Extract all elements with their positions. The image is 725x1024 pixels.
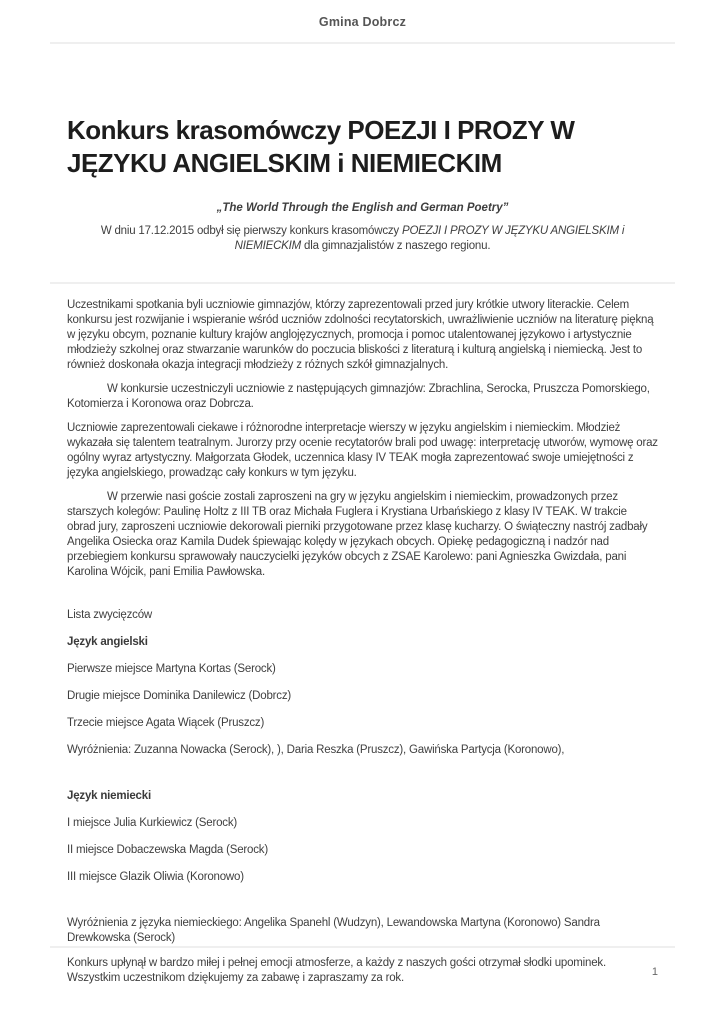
site-title: Gmina Dobrcz — [318, 15, 407, 29]
article-body — [67, 298, 658, 986]
body-paragraph-3: Uczniowie zaprezentowali ciekawe i różnorodne interpretacje wierszy w języku angielskim i niemieckim. Młodzież wykazała się talentem teatralnym. Jurorzy przy ocenie recytatorów brali pod uwagę: interpretację utworów, wymowę oraz ogólny wyraz artystyczny. Małgorzata Głodek, uczennica klasy IV TEAK mogła zaprezentować swoje umiejętności z języka angielskiego, prowadząc cały konkurs w tym języku. — [67, 422, 658, 479]
winners-list-title: Lista zwycięzców — [67, 609, 152, 621]
winner-item-german-3: III miejsce Glazik Oliwia (Koronowo) — [67, 871, 244, 883]
intro-text-italic: POEZJI I PROZY W JĘZYKU ANGIELSKIM i NIEMIECKIM — [234, 225, 625, 252]
winner-mentions-english: Wyróżnienia: Zuzanna Nowacka (Serock), ), Daria Reszka (Pruszcz), Gawińska Partycja (Koronowo), — [67, 744, 565, 756]
winner-item-german-1: I miejsce Julia Kurkiewicz (Serock) — [67, 817, 238, 829]
winner-item-english-1: Pierwsze miejsce Martyna Kortas (Serock) — [67, 663, 276, 675]
body-paragraph-4: W przerwie nasi goście zostali zaproszeni na gry w języku angielskim i niemieckim, prowadzonych przez starszych kolegów: Paulinę Holtz z III TB oraz Michała Fuglera i Krystiana Urbańskiego z klasy IV TEAK. W trakcie obrad jury, zaproszeni uczniowie dekorowali pierniki przygotowane przez klasę kucharzy. O świąteczny nastrój zadbały Angelika Osiecka oraz Kamila Dudek śpiewając kolędy w językach obcych. Opiekę pedagogiczną i nadzór nad przebiegiem konkursu sprawowały nauczycielki języków obcych z ZSAE Karolewo: pani Agnieszka Gwizdała, pani Karolina Wójcik, pani Emilia Pawłowska. — [67, 491, 648, 578]
closing-paragraph: Konkurs upłynął w bardzo miłej i pełnej emocji atmosferze, a każdy z naszych gości otrzymał słodki upominek. Wszystkim uczestnikom dziękujemy za zabawę i zapraszamy za rok. — [67, 957, 606, 984]
page-number: 1 — [651, 966, 658, 978]
winner-item-german-2: II miejsce Dobaczewska Magda (Serock) — [67, 844, 268, 856]
content-divider — [50, 282, 675, 284]
winner-item-english-2: Drugie miejsce Dominika Danilewicz (Dobrcz) — [67, 690, 292, 702]
article-subtitle: „The World Through the English and German Poetry” — [216, 202, 509, 214]
winner-item-english-3: Trzecie miejsce Agata Wiącek (Pruszcz) — [67, 717, 265, 729]
body-paragraph-2: W konkursie uczestniczyli uczniowie z następujących gimnazjów: Zbrachlina, Serocka, Pruszcza Pomorskiego, Kotomierza i Koronowa oraz Dobrcza. — [67, 383, 650, 410]
section-heading-german: Język niemiecki — [67, 790, 151, 802]
article-title: Konkurs krasomówczy POEZJI I PROZY W JĘZYKU ANGIELSKIM i NIEMIECKIM — [67, 115, 575, 178]
intro-paragraph — [67, 224, 658, 254]
body-paragraph-1: Uczestnikami spotkania byli uczniowie gimnazjów, którzy zaprezentowali przed jury krótkie utwory literackie. Celem konkursu jest rozwijanie i wspieranie wśród uczniów zdolności recytatorskich, uwrażliwienie uczniów na literaturę piękną w języku obcym, poznanie kultury krajów anglojęzycznych, promocja i pomoc utalentowanej językowo i artystycznie młodzieży szkolnej oraz stwarzanie warunków do poczucia bliskości z literaturą i kulturą angielską i niemiecką. Jest to również doskonała okazja integracji młodzieży z różnych szkół gimnazjalnych. — [67, 299, 654, 371]
intro-text-after: dla gimnazjalistów z naszego regionu. — [301, 240, 491, 252]
article-content — [67, 114, 658, 254]
section-heading-english: Język angielski — [67, 636, 148, 648]
page-footer — [50, 946, 675, 978]
winner-mentions-german: Wyróżnienia z języka niemieckiego: Angelika Spanehl (Wudzyn), Lewandowska Martyna (Koronowo) Sandra Drewkowska (Serock) — [67, 917, 600, 944]
intro-text-before: W dniu 17.12.2015 odbył się pierwszy konkurs krasomówczy — [100, 225, 402, 237]
site-header — [0, 0, 725, 29]
header-divider — [50, 42, 675, 44]
